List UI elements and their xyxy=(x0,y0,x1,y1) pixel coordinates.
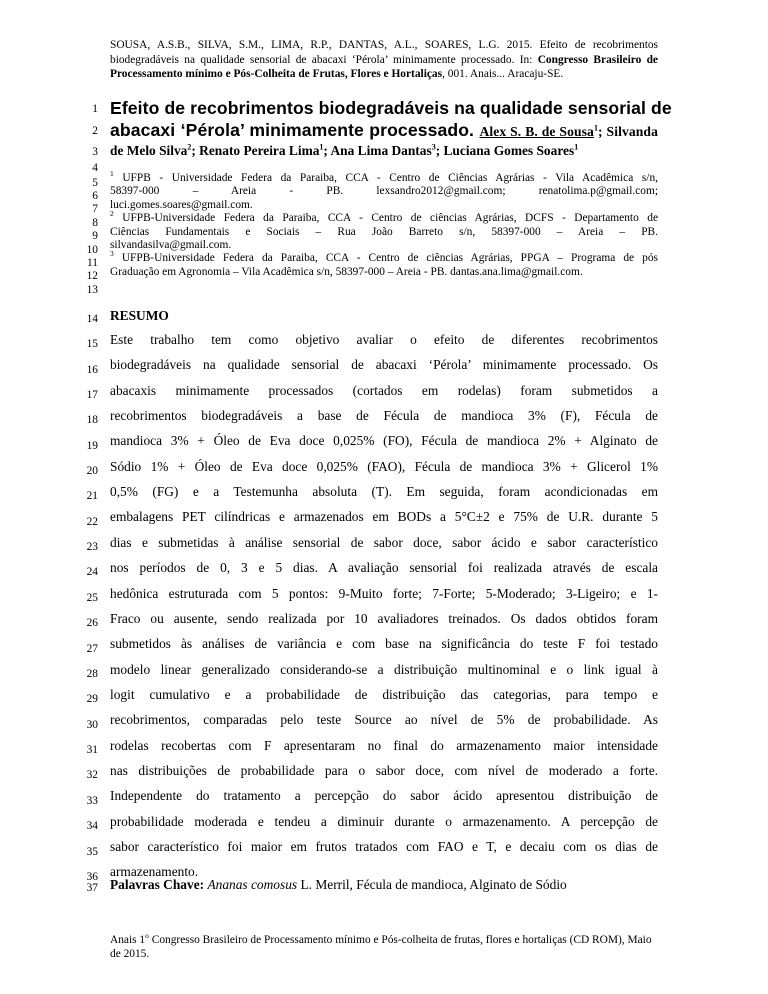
abstract-line: logit cumulativo e a probabilidade de distribuição das categorias, para tempo e xyxy=(110,686,658,702)
first-author-name: Alex S. B. de Sousa xyxy=(479,124,594,139)
line-number: 5 xyxy=(92,177,98,189)
line-number: 24 xyxy=(86,566,98,578)
title-text-1: Efeito de recobrimentos biodegradáveis na qualidade sensorial de xyxy=(110,98,672,118)
abstract-line: nos períodos de 0, 3 e 5 dias. A avaliação sensorial foi realizada através de escala xyxy=(110,560,658,576)
page-footer xyxy=(110,931,658,961)
affiliation-line: Graduação em Agronomia – Vila Acadêmica s/n, 58397-000 – Areia - PB. dantas.ana.lima@gmail.com. xyxy=(110,265,583,278)
line-number: 37 xyxy=(86,882,98,894)
line-number: 14 xyxy=(86,313,98,325)
abstract-line: sabor característico foi maior em frutos tratados com FAO e T, e decaiu com os dias de xyxy=(110,839,658,854)
affiliation-sup: 2 xyxy=(110,209,114,219)
abstract-line: nas distribuições de probabilidade para o sabor doce, com nível de moderado a forte. xyxy=(110,762,658,778)
abstract-line: modelo linear generalizado considerando-se a distribuição multinominal e o link igual à xyxy=(110,661,658,677)
section-title-resumo: RESUMO xyxy=(110,308,169,323)
line-number: 10 xyxy=(86,244,98,256)
first-author xyxy=(479,124,658,139)
keywords-list: L. Merril, Fécula de mandioca, Alginato de Sódio xyxy=(297,877,567,892)
abstract-line: recobrimentos, comparadas pelo teste Source ao nível de 5% de probabilidade. As xyxy=(110,712,658,728)
line-number: 6 xyxy=(92,190,98,202)
line-number: 25 xyxy=(86,592,98,604)
keywords xyxy=(110,877,658,893)
title-text-2: abacaxi ‘Pérola’ minimamente processado. xyxy=(110,120,475,140)
abstract-line: probabilidade moderada e tendeu a diminuir durante o armazenamento. A percepção de xyxy=(110,813,658,829)
affiliation-line: luci.gomes.soares@gmail.com. xyxy=(110,198,253,211)
citation-header xyxy=(110,38,658,82)
line-number: 29 xyxy=(86,693,98,705)
author-list xyxy=(110,143,658,159)
keywords-label: Palavras Chave: xyxy=(110,877,205,892)
line-number: 32 xyxy=(86,769,98,781)
abstract-line: abacaxis minimamente processados (cortados em rodelas) foram submetidos a xyxy=(110,382,658,398)
affiliation-line: 58397-000 – Areia - PB. lexsandro2012@gmail.com; renatolima.p@gmail.com; xyxy=(110,185,658,198)
author-sup: 1 xyxy=(574,142,579,152)
line-number: 18 xyxy=(86,414,98,426)
first-author-sup: 1 xyxy=(593,123,599,133)
affiliation-text: UFPB - Universidade Federa da Paraiba, CCA - Centro de Ciências Agrárias - Vila Acadêmica s/n, xyxy=(113,172,658,184)
author-name: ; Luciana Gomes Soares xyxy=(435,143,575,158)
line-number: 35 xyxy=(86,846,98,858)
author-sup: 1 xyxy=(319,142,324,152)
affiliation-text: UFPB-Universidade Federa da Paraiba, CCA - Centro de ciências Agrárias, DCFS - Departamento de xyxy=(113,212,658,225)
affiliation-line xyxy=(110,249,658,265)
abstract-line: Fraco ou ausente, sendo realizada por 10 avaliadores treinados. Os dados obtidos foram xyxy=(110,610,658,626)
line-number: 33 xyxy=(86,795,98,807)
author-sup: 3 xyxy=(431,142,436,152)
abstract-line: Independente do tratamento a percepção do sabor ácido apresentou distribuição de xyxy=(110,788,658,804)
citation-text: SOUSA, A.S.B., SILVA, S.M., LIMA, R.P., DANTAS, A.L., SOARES, L.G. 2015. Efeito de recobrimentos biodegradáveis na qualidade sensorial de abacaxi ‘Pérola’ minimamente processado. In: xyxy=(110,39,658,66)
line-number: 9 xyxy=(92,230,98,242)
affiliation-line xyxy=(110,169,658,185)
affiliations xyxy=(110,169,658,279)
line-number: 36 xyxy=(86,871,98,883)
line-number: 3 xyxy=(92,146,98,158)
line-number: 17 xyxy=(86,389,98,401)
abstract-line: dias e submetidas à análise sensorial de sabor doce, sabor ácido e sabor característico xyxy=(110,534,658,550)
abstract-line: submetidos às análises de variância e com base na significância do teste F foi testado xyxy=(110,636,658,652)
line-number: 26 xyxy=(86,617,98,629)
line-number: 12 xyxy=(86,270,98,282)
second-author-start: ; Silvanda xyxy=(598,124,658,139)
footer-text-rest: Congresso Brasileiro de Processamento mínimo e Pós-colheita de frutas, flores e hortaliças (CD ROM), Maio de 2015. xyxy=(110,934,652,960)
line-number: 7 xyxy=(92,203,98,215)
line-number: 34 xyxy=(86,820,98,832)
line-number: 15 xyxy=(86,338,98,350)
affiliation-sup: 3 xyxy=(110,249,114,259)
line-number: 8 xyxy=(92,217,98,229)
line-number: 23 xyxy=(86,541,98,553)
author-sup: 2 xyxy=(187,142,192,152)
line-number: 28 xyxy=(86,668,98,680)
line-number: 20 xyxy=(86,465,98,477)
line-number: 13 xyxy=(86,284,98,296)
abstract-line: biodegradáveis na qualidade sensorial de abacaxi ‘Pérola’ minimamente processado. Os xyxy=(110,357,658,373)
affiliation-sup: 1 xyxy=(110,169,114,179)
line-number: 31 xyxy=(86,744,98,756)
abstract-line: Este trabalho tem como objetivo avaliar o efeito de diferentes recobrimentos xyxy=(110,332,658,347)
abstract-line: embalagens PET cilíndricas e armazenados em BODs a 5°C±2 e 75% de U.R. durante 5 xyxy=(110,509,658,525)
line-number: 22 xyxy=(86,516,98,528)
abstract-line: mandioca 3% + Óleo de Eva doce 0,025% (FO), Fécula de mandioca 2% + Alginato de xyxy=(110,433,658,449)
paper-title-line-2 xyxy=(110,120,658,142)
citation-end: , 001. Anais... Aracaju-SE. xyxy=(442,68,564,81)
line-number: 16 xyxy=(86,364,98,376)
line-number: 1 xyxy=(92,103,98,115)
line-number: 30 xyxy=(86,719,98,731)
abstract-line: armazenamento. xyxy=(110,864,199,880)
line-number: 27 xyxy=(86,643,98,655)
author-name: de Melo Silva xyxy=(110,143,188,158)
paper-title-line-1 xyxy=(110,98,672,118)
affiliation-text: UFPB-Universidade Federa da Paraiba, CCA - Centro de ciências Agrárias, PPGA – Programa de pós xyxy=(113,252,658,265)
line-number: 19 xyxy=(86,440,98,452)
footer-text: Anais 1 xyxy=(110,934,146,946)
line-number: 11 xyxy=(87,257,98,269)
abstract-line: recobrimentos biodegradáveis a base de Fécula de mandioca 3% (F), Fécula de xyxy=(110,408,658,424)
affiliation-line: silvandasilva@gmail.com. xyxy=(110,239,232,252)
abstract-line: rodelas recobertas com F apresentaram no final do armazenamento maior intensidade xyxy=(110,737,658,753)
keywords-species: Ananas comosus xyxy=(207,877,298,892)
affiliation-line xyxy=(110,209,658,225)
line-number: 4 xyxy=(92,162,98,174)
footer-sup: o xyxy=(145,931,149,941)
line-number: 21 xyxy=(86,490,98,502)
abstract-line: Sódio 1% + Óleo de Eva doce 0,025% (FAO), Fécula de mandioca 3% + Glicerol 1% xyxy=(110,458,658,474)
author-name: ; Renato Pereira Lima xyxy=(191,143,320,158)
abstract-line: 0,5% (FG) e a Testemunha absoluta (T). Em seguida, foram acondicionadas em xyxy=(110,484,658,500)
author-name: ; Ana Lima Dantas xyxy=(323,143,432,158)
abstract-line: hedônica estruturada com 5 pontos: 9-Muito forte; 7-Forte; 5-Moderado; 3-Ligeiro; e 1- xyxy=(110,585,658,601)
line-number: 2 xyxy=(92,125,98,137)
citation-congress: Congresso Brasileiro de Processamento mínimo e Pós-Colheita de Frutas, Flores e Hortaliças xyxy=(110,53,658,81)
affiliation-line: Ciências Fundamentais e Sociais – Rua João Barreto s/n, 58397-000 – Areia – PB. xyxy=(110,225,658,238)
